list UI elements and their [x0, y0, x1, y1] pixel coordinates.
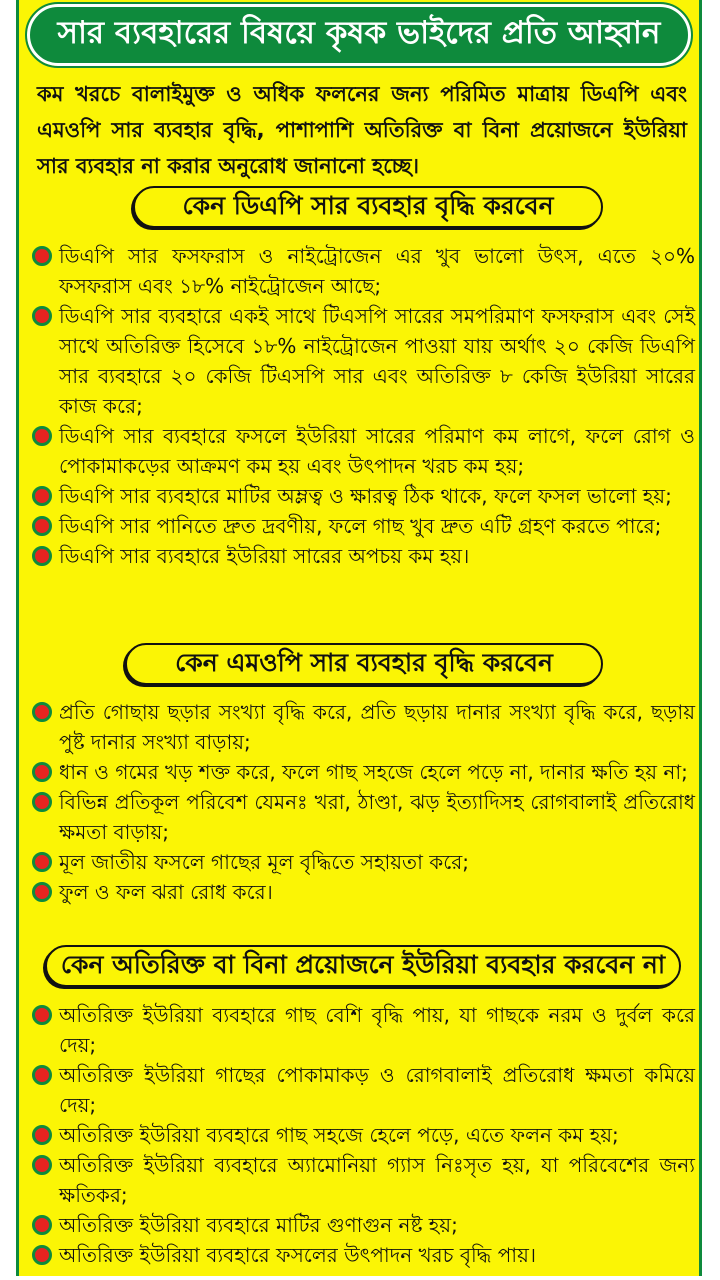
- list-item-text: ধান ও গমের খড় শক্ত করে, ফলে গাছ সহজে হেলে পড়ে না, দানার ক্ষতি হয় না;: [59, 760, 688, 784]
- list-item: [29, 241, 695, 301]
- list-item: [29, 301, 695, 421]
- intro-paragraph: কম খরচে বালাইমুক্ত ও অধিক ফলনের জন্য পরিমিত মাত্রায় ডিএপি এবং এমওপি সার ব্যবহার বৃদ্ধি, পাশাপাশি অতিরিক্ত বা বিনা প্রয়োজনে ইউরিয়া সার ব্যবহার না করার অনুরোধ জানানো হচ্ছে।: [37, 82, 687, 178]
- list-item-text: অতিরিক্ত ইউরিয়া গাছের পোকামাকড় ও রোগবালাই প্রতিরোধ ক্ষমতা কমিয়ে দেয়;: [59, 1063, 695, 1117]
- bullet-dot-icon: [32, 516, 52, 536]
- fertilizer-poster: [16, 0, 702, 1276]
- list-item: [29, 511, 695, 541]
- list-item: [29, 757, 695, 787]
- list-item-text: ডিএপি সার ব্যবহারে একই সাথে টিএসপি সারের সমপরিমাণ ফসফরাস এবং সেই সাথে অতিরিক্ত হিসেবে ১৮% নাইট্রোজেন পাওয়া যায় অর্থাৎ ২০ কেজি ডিএপি সার ব্যবহারে ২০ কেজি টিএসপি সার এবং অতিরিক্ত ৮ কেজি ইউরিয়া সারের কাজ করে;: [59, 304, 695, 418]
- list-item-text: ডিএপি সার ব্যবহারে ইউরিয়া সারের অপচয় কম হয়।: [59, 544, 470, 568]
- list-item: [29, 1120, 695, 1150]
- list-item-text: ডিএপি সার ফসফরাস ও নাইট্রোজেন এর খুব ভালো উৎস, এতে ২০% ফসফরাস এবং ১৮% নাইট্রোজেন আছে;: [59, 244, 695, 298]
- bullet-dot-icon: [32, 882, 52, 902]
- bullet-dot-icon: [32, 1215, 52, 1235]
- list-item-text: মূল জাতীয় ফসলে গাছের মূল বৃদ্ধিতে সহায়তা করে;: [59, 850, 469, 874]
- list-item-text: প্রতি গোছায় ছড়ার সংখ্যা বৃদ্ধি করে, প্রতি ছড়ায় দানার সংখ্যা বৃদ্ধি করে, ছড়ায় পুষ্ট দানার সংখ্যা বাড়ায়;: [59, 700, 695, 754]
- bullet-dot-icon: [32, 306, 52, 326]
- page-title: সার ব্যবহারের বিষয়ে কৃষক ভাইদের প্রতি আহ্বান: [27, 4, 691, 66]
- bullet-dot-icon: [32, 486, 52, 506]
- dap-benefits-list: [29, 241, 695, 571]
- list-item-text: ডিএপি সার পানিতে দ্রুত দ্রবণীয়, ফলে গাছ খুব দ্রুত এটি গ্রহণ করতে পারে;: [59, 514, 662, 538]
- list-item-text: অতিরিক্ত ইউরিয়া ব্যবহারে মাটির গুণাগুন নষ্ট হয়;: [59, 1213, 458, 1237]
- list-item: [29, 1240, 695, 1270]
- mop-benefits-list: [29, 697, 695, 907]
- bullet-dot-icon: [32, 426, 52, 446]
- list-item-text: অতিরিক্ত ইউরিয়া ব্যবহারে গাছ সহজে হেলে পড়ে, এতে ফলন কম হয়;: [59, 1123, 619, 1147]
- list-item: [29, 1150, 695, 1210]
- bullet-dot-icon: [32, 1155, 52, 1175]
- list-item: [29, 1060, 695, 1120]
- bullet-dot-icon: [32, 1125, 52, 1145]
- list-item-text: ডিএপি সার ব্যবহারে ফসলে ইউরিয়া সারের পরিমাণ কম লাগে, ফলে রোগ ও পোকামাকড়ের আক্রমণ কম হয় এবং উৎপাদন খরচ কম হয়;: [59, 424, 695, 478]
- list-item: [29, 541, 695, 571]
- bullet-dot-icon: [32, 762, 52, 782]
- section-heading-dap: কেন ডিএপি সার ব্যবহার বৃদ্ধি করবেন: [133, 186, 603, 228]
- bullet-dot-icon: [32, 1245, 52, 1265]
- section-heading-urea: কেন অতিরিক্ত বা বিনা প্রয়োজনে ইউরিয়া ব্যবহার করবেন না: [45, 945, 681, 987]
- list-item: [29, 1000, 695, 1060]
- list-item-text: ফুল ও ফল ঝরা রোধ করে।: [59, 880, 273, 904]
- list-item-text: অতিরিক্ত ইউরিয়া ব্যবহারে অ্যামোনিয়া গ্যাস নিঃসৃত হয়, যা পরিবেশের জন্য ক্ষতিকর;: [59, 1153, 695, 1207]
- list-item-text: অতিরিক্ত ইউরিয়া ব্যবহারে ফসলের উৎপাদন খরচ বৃদ্ধি পায়।: [59, 1243, 537, 1267]
- section-heading-mop: কেন এমওপি সার ব্যবহার বৃদ্ধি করবেন: [125, 643, 603, 685]
- bullet-dot-icon: [32, 852, 52, 872]
- list-item-text: ডিএপি সার ব্যবহারে মাটির অম্লত্ব ও ক্ষারত্ব ঠিক থাকে, ফলে ফসল ভালো হয়;: [59, 484, 672, 508]
- list-item: [29, 697, 695, 757]
- bullet-dot-icon: [32, 792, 52, 812]
- bullet-dot-icon: [32, 1005, 52, 1025]
- list-item: [29, 877, 695, 907]
- bullet-dot-icon: [32, 702, 52, 722]
- list-item: [29, 1210, 695, 1240]
- list-item-text: বিভিন্ন প্রতিকূল পরিবেশ যেমনঃ খরা, ঠাণ্ডা, ঝড় ইত্যাদিসহ রোগবালাই প্রতিরোধ ক্ষমতা বাড়ায়;: [59, 790, 695, 844]
- list-item: [29, 481, 695, 511]
- list-item: [29, 847, 695, 877]
- list-item-text: অতিরিক্ত ইউরিয়া ব্যবহারে গাছ বেশি বৃদ্ধি পায়, যা গাছকে নরম ও দুর্বল করে দেয়;: [59, 1003, 695, 1057]
- bullet-dot-icon: [32, 1065, 52, 1085]
- list-item: [29, 787, 695, 847]
- bullet-dot-icon: [32, 246, 52, 266]
- urea-warnings-list: [29, 1000, 695, 1270]
- list-item: [29, 421, 695, 481]
- bullet-dot-icon: [32, 546, 52, 566]
